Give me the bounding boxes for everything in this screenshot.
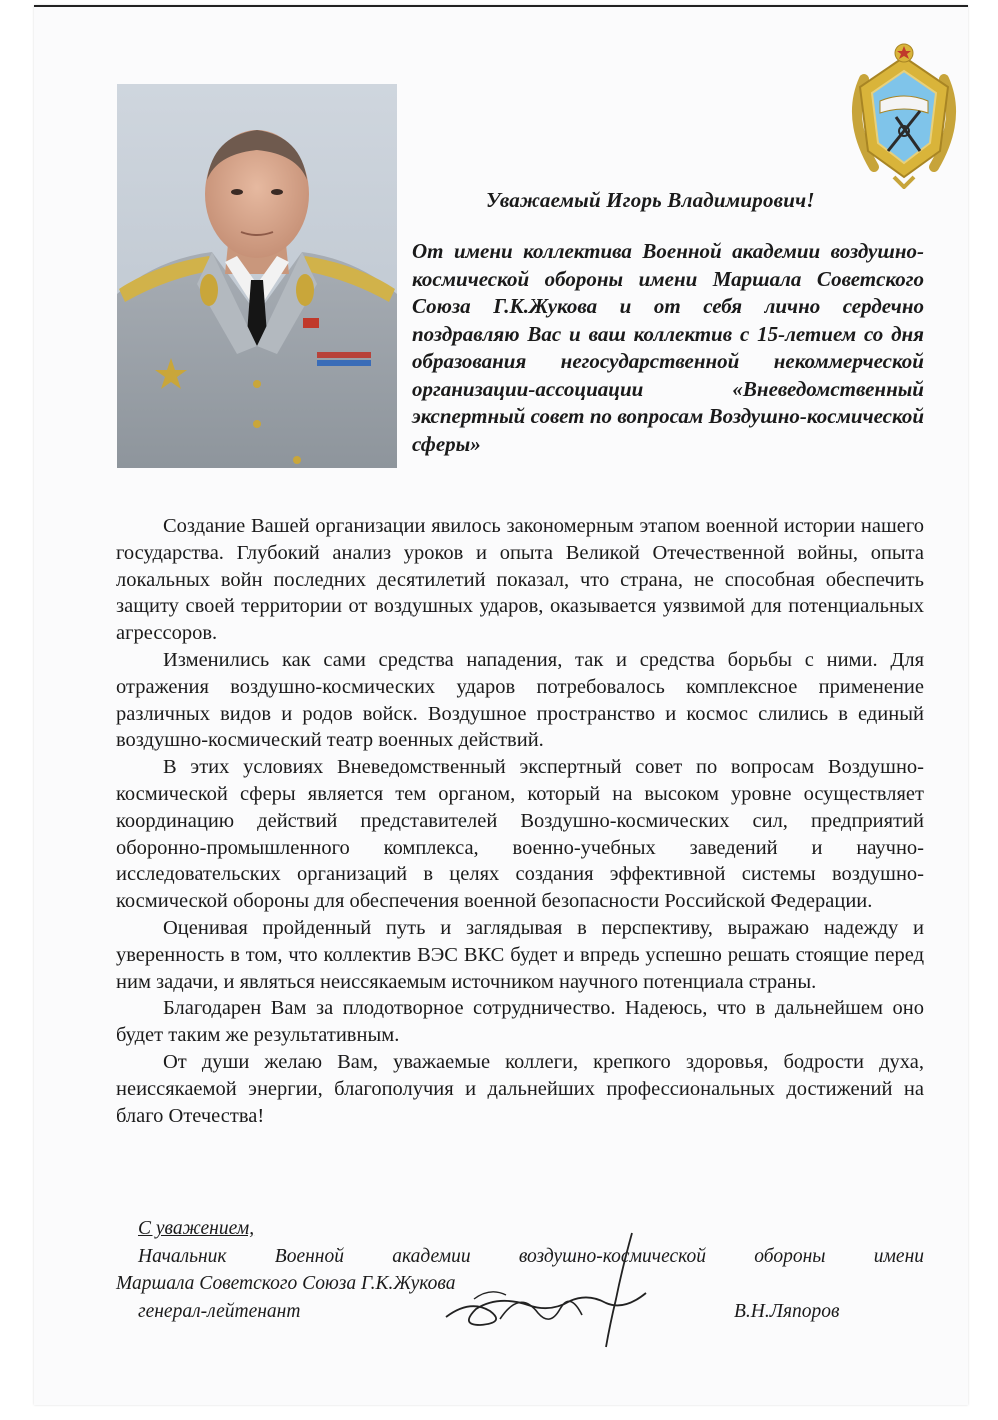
body-paragraph: Изменились как сами средства нападения, так и средства борьбы с ними. Для отражения воздушно-космических ударов потребовалось комплексное применение различных видов и родов войск. Воздушное пространство и космос слились в единый воздушно-космический театр военных действий. <box>116 648 924 752</box>
signer-rank: генерал-лейтенант <box>138 1301 301 1322</box>
body-paragraph: Оценивая пройденный путь и заглядывая в перспективу, выражаю надежду и уверенность в том, что коллектив ВЭС ВКС будет и впредь успешно решать стоящие перед ним задачи, и являться неиссякаемым источником научного потенциала страны. <box>116 916 924 993</box>
academy-emblem-icon <box>844 39 964 189</box>
body-paragraph: От души желаю Вам, уважаемые коллеги, крепкого здоровья, бодрости духа, неиссякаемой энергии, благополучия и дальнейших профессиональных достижений на благо Отечества! <box>116 1050 924 1127</box>
intro-congratulation: От имени коллектива Военной академии воздушно-космической обороны имени Маршала Советского Союза Г.К.Жукова и от себя лично сердечно поздравляю Вас и ваш коллектив с 15-летием со дня образования негосударственной некоммерческой организации-ассоциации «Вневедомственный экспертный совет по вопросам Воздушно-космической сферы» <box>412 239 924 456</box>
body-paragraph: В этих условиях Вневедомственный экспертный совет по вопросам Воздушно-космической сферы является тем органом, который на высоком уровне осуществляет координацию действий представителей Воздушно-космических сил, предприятий оборонно-промышленного комплекса, военно-учебных заведений и научно-исследовательских организаций в целях создания эффективной системы воздушно-космической обороны для обеспечения военной безопасности Российской Федерации. <box>116 756 924 913</box>
body-paragraph: Создание Вашей организации явилось закономерным этапом военной истории нашего государства. Глубокий анализ уроков и опыта Великой Отечественной войны, опыта локальных войн последних десятилетий показал, что страна, не способная обеспечить защиту своей территории от воздушных ударов, оказывается уязвимой для потенциальных агрессоров. <box>116 515 924 645</box>
letter-body <box>116 513 924 1129</box>
salutation: Уважаемый Игорь Владимирович! <box>486 188 815 212</box>
letter-page <box>34 5 968 1405</box>
closing-phrase: С уважением, <box>138 1218 255 1239</box>
body-paragraph: Благодарен Вам за плодотворное сотрудничество. Надеюсь, что в дальнейшем оно будет таким же результативным. <box>116 997 924 1047</box>
signer-title-line1: Начальник Военной академии воздушно-космической обороны имени <box>138 1246 924 1267</box>
portrait-photo <box>117 84 397 468</box>
signer-name: В.Н.Ляпоров <box>734 1301 840 1322</box>
handwritten-signature <box>410 1229 650 1349</box>
signer-title-line2: Маршала Советского Союза Г.К.Жукова <box>116 1273 456 1294</box>
